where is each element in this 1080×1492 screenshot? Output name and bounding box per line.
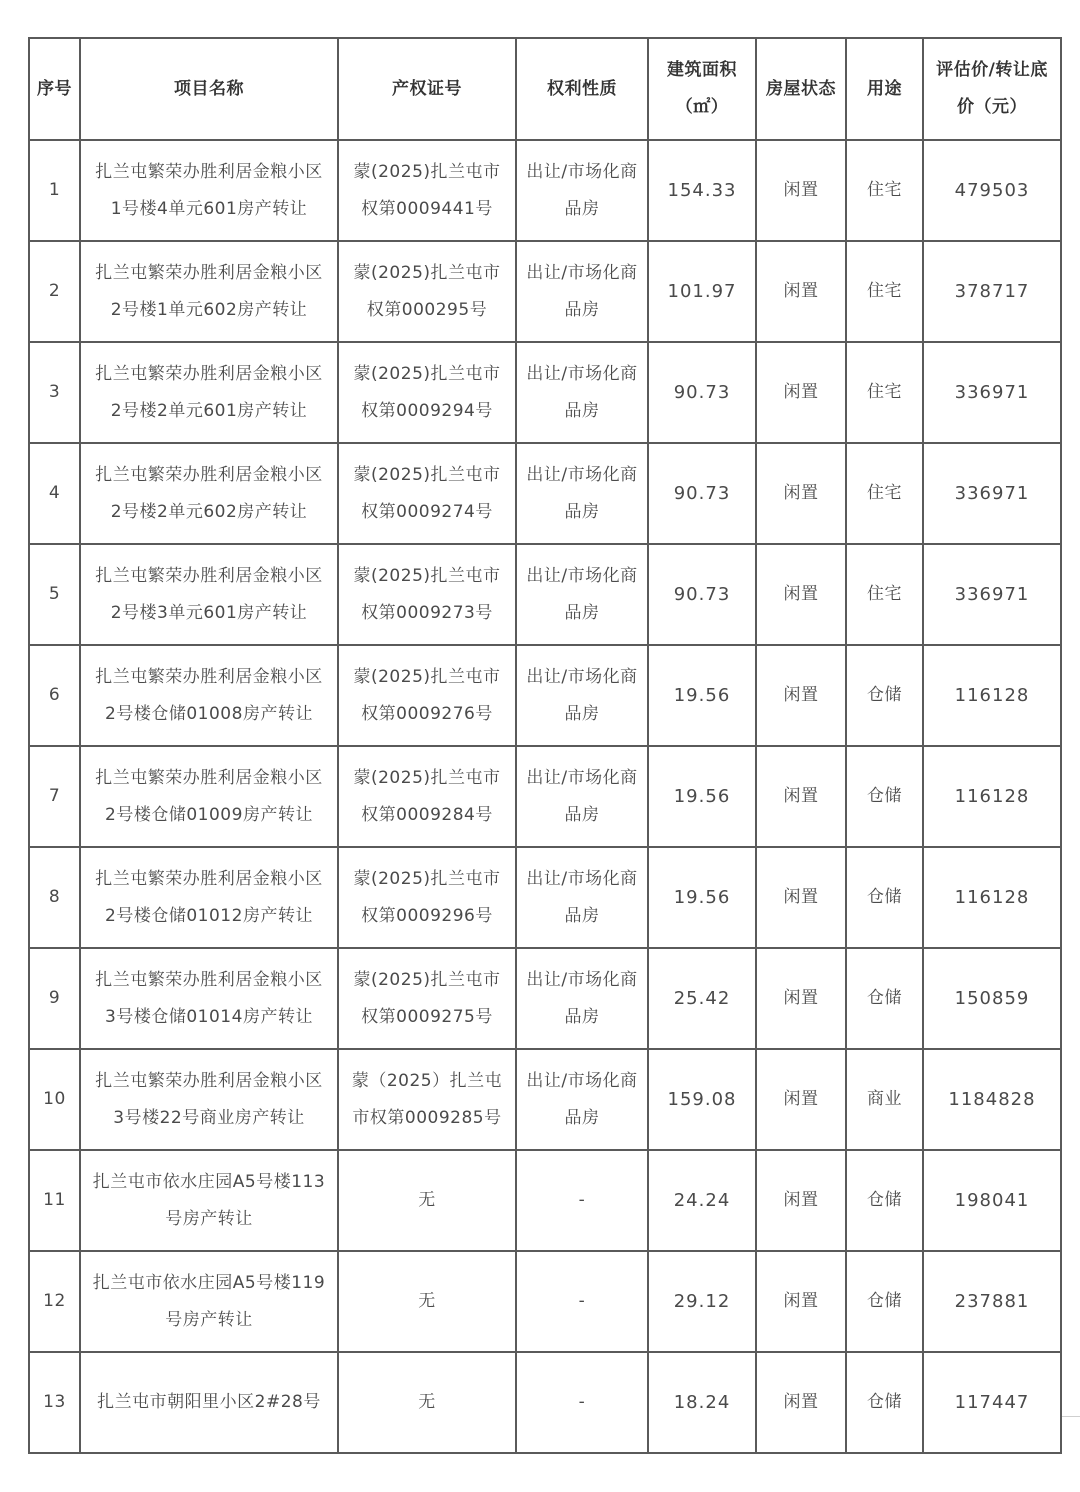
cell-project-name: 扎兰屯繁荣办胜利居金粮小区2号楼3单元601房产转让 [80,544,338,645]
cell-building-area: 90.73 [648,342,756,443]
header-right-nature: 权利性质 [516,38,648,140]
cell-house-status: 闲置 [756,140,846,241]
cell-project-name: 扎兰屯市依水庄园A5号楼113号房产转让 [80,1150,338,1251]
cell-usage: 住宅 [846,140,923,241]
cell-project-name: 扎兰屯繁荣办胜利居金粮小区1号楼4单元601房产转让 [80,140,338,241]
cell-project-name: 扎兰屯繁荣办胜利居金粮小区2号楼1单元602房产转让 [80,241,338,342]
table-body [29,140,1061,1453]
cell-house-status: 闲置 [756,1049,846,1150]
cell-price: 117447 [923,1352,1061,1453]
cell-house-status: 闲置 [756,847,846,948]
cell-project-name: 扎兰屯繁荣办胜利居金粮小区2号楼仓储01012房产转让 [80,847,338,948]
cell-right-nature: 出让/市场化商品房 [516,140,648,241]
cell-price: 150859 [923,948,1061,1049]
cell-usage: 住宅 [846,241,923,342]
cell-right-nature: 出让/市场化商品房 [516,948,648,1049]
cell-certificate-number: 蒙(2025)扎兰屯市权第0009276号 [338,645,516,746]
cell-certificate-number: 无 [338,1352,516,1453]
table-row [29,645,1061,746]
header-row [29,38,1061,140]
cell-building-area: 19.56 [648,645,756,746]
cell-house-status: 闲置 [756,1352,846,1453]
cell-usage: 仓储 [846,1251,923,1352]
cell-house-status: 闲置 [756,1251,846,1352]
cell-project-name: 扎兰屯繁荣办胜利居金粮小区3号楼22号商业房产转让 [80,1049,338,1150]
cell-building-area: 18.24 [648,1352,756,1453]
cell-building-area: 19.56 [648,847,756,948]
header-usage: 用途 [846,38,923,140]
cell-seq: 10 [29,1049,80,1150]
cell-usage: 仓储 [846,1352,923,1453]
cell-right-nature: 出让/市场化商品房 [516,847,648,948]
cell-project-name: 扎兰屯市朝阳里小区2#28号 [80,1352,338,1453]
cell-certificate-number: 蒙(2025)扎兰屯市权第000295号 [338,241,516,342]
cell-certificate-number: 无 [338,1150,516,1251]
cell-building-area: 25.42 [648,948,756,1049]
cell-price: 116128 [923,645,1061,746]
cell-right-nature: 出让/市场化商品房 [516,1049,648,1150]
cell-seq: 3 [29,342,80,443]
cell-project-name: 扎兰屯市依水庄园A5号楼119号房产转让 [80,1251,338,1352]
cell-price: 237881 [923,1251,1061,1352]
cell-house-status: 闲置 [756,1150,846,1251]
cell-seq: 2 [29,241,80,342]
cell-project-name: 扎兰屯繁荣办胜利居金粮小区3号楼仓储01014房产转让 [80,948,338,1049]
cell-seq: 9 [29,948,80,1049]
cell-project-name: 扎兰屯繁荣办胜利居金粮小区2号楼仓储01008房产转让 [80,645,338,746]
cell-price: 336971 [923,544,1061,645]
cell-certificate-number: 蒙(2025)扎兰屯市权第0009273号 [338,544,516,645]
cell-certificate-number: 蒙(2025)扎兰屯市权第0009296号 [338,847,516,948]
cell-price: 378717 [923,241,1061,342]
cell-seq: 6 [29,645,80,746]
property-transfer-table [28,37,1062,1454]
cell-house-status: 闲置 [756,746,846,847]
cell-building-area: 24.24 [648,1150,756,1251]
header-seq: 序号 [29,38,80,140]
table-header [29,38,1061,140]
cell-certificate-number: 蒙（2025）扎兰屯市权第0009285号 [338,1049,516,1150]
cell-price: 1184828 [923,1049,1061,1150]
cell-usage: 住宅 [846,544,923,645]
header-house-status: 房屋状态 [756,38,846,140]
cell-house-status: 闲置 [756,342,846,443]
cell-price: 198041 [923,1150,1061,1251]
cell-right-nature: 出让/市场化商品房 [516,645,648,746]
cell-seq: 1 [29,140,80,241]
cell-project-name: 扎兰屯繁荣办胜利居金粮小区2号楼2单元602房产转让 [80,443,338,544]
cell-price: 336971 [923,443,1061,544]
cell-certificate-number: 蒙(2025)扎兰屯市权第0009441号 [338,140,516,241]
cell-seq: 5 [29,544,80,645]
cell-house-status: 闲置 [756,241,846,342]
cell-seq: 8 [29,847,80,948]
cell-house-status: 闲置 [756,645,846,746]
cell-building-area: 154.33 [648,140,756,241]
cell-usage: 住宅 [846,443,923,544]
cell-usage: 商业 [846,1049,923,1150]
cell-building-area: 19.56 [648,746,756,847]
cell-usage: 仓储 [846,645,923,746]
cell-usage: 仓储 [846,746,923,847]
cell-usage: 住宅 [846,342,923,443]
cell-certificate-number: 无 [338,1251,516,1352]
cell-project-name: 扎兰屯繁荣办胜利居金粮小区2号楼2单元601房产转让 [80,342,338,443]
cell-certificate-number: 蒙(2025)扎兰屯市权第0009274号 [338,443,516,544]
cell-right-nature: 出让/市场化商品房 [516,443,648,544]
table-row [29,241,1061,342]
cell-usage: 仓储 [846,1150,923,1251]
cell-right-nature: 出让/市场化商品房 [516,746,648,847]
table-row [29,1049,1061,1150]
table-row [29,847,1061,948]
header-certificate-number: 产权证号 [338,38,516,140]
header-price: 评估价/转让底价（元） [923,38,1061,140]
cell-building-area: 29.12 [648,1251,756,1352]
header-building-area: 建筑面积（㎡） [648,38,756,140]
cell-seq: 13 [29,1352,80,1453]
cell-right-nature: 出让/市场化商品房 [516,342,648,443]
cell-right-nature: 出让/市场化商品房 [516,544,648,645]
cell-project-name: 扎兰屯繁荣办胜利居金粮小区2号楼仓储01009房产转让 [80,746,338,847]
cell-certificate-number: 蒙(2025)扎兰屯市权第0009294号 [338,342,516,443]
table-row [29,948,1061,1049]
table-row [29,746,1061,847]
cell-price: 479503 [923,140,1061,241]
cell-building-area: 90.73 [648,544,756,645]
cell-seq: 7 [29,746,80,847]
table-row [29,544,1061,645]
cell-usage: 仓储 [846,948,923,1049]
cell-seq: 4 [29,443,80,544]
cell-building-area: 101.97 [648,241,756,342]
table-row [29,140,1061,241]
table-row [29,1150,1061,1251]
table-row [29,1251,1061,1352]
property-transfer-table-container [28,37,1060,1454]
cell-price: 116128 [923,746,1061,847]
cell-seq: 11 [29,1150,80,1251]
cell-right-nature: - [516,1352,648,1453]
cell-building-area: 90.73 [648,443,756,544]
cell-price: 336971 [923,342,1061,443]
cell-building-area: 159.08 [648,1049,756,1150]
cell-usage: 仓储 [846,847,923,948]
table-row [29,443,1061,544]
cell-right-nature: - [516,1251,648,1352]
cell-house-status: 闲置 [756,544,846,645]
cell-seq: 12 [29,1251,80,1352]
header-project-name: 项目名称 [80,38,338,140]
cell-house-status: 闲置 [756,948,846,1049]
table-row [29,342,1061,443]
cell-right-nature: 出让/市场化商品房 [516,241,648,342]
cell-right-nature: - [516,1150,648,1251]
cell-house-status: 闲置 [756,443,846,544]
table-row [29,1352,1061,1453]
cell-certificate-number: 蒙(2025)扎兰屯市权第0009284号 [338,746,516,847]
cell-certificate-number: 蒙(2025)扎兰屯市权第0009275号 [338,948,516,1049]
cell-price: 116128 [923,847,1061,948]
edge-divider [1062,1416,1080,1417]
